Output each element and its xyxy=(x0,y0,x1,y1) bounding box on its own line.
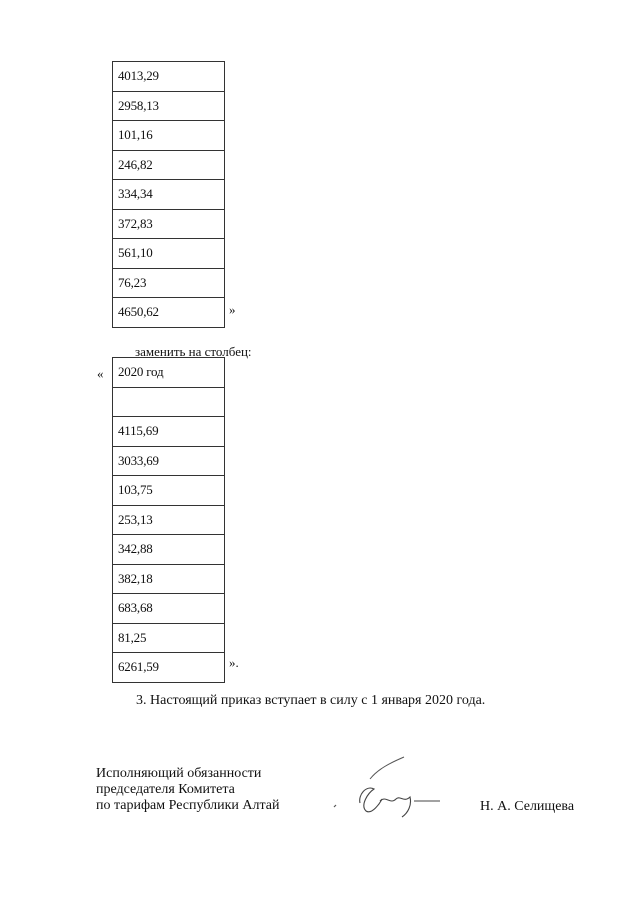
table-row xyxy=(113,180,225,210)
table-row xyxy=(113,239,225,269)
table-cell: 342,88 xyxy=(113,535,225,565)
handwritten-signature xyxy=(330,755,450,825)
position-line: Исполняющий обязанности xyxy=(96,766,262,781)
table-row xyxy=(113,417,225,447)
table-cell: 246,82 xyxy=(113,150,225,180)
replace-instruction: заменить на столбец: xyxy=(135,344,252,359)
table-cell: 6261,59 xyxy=(113,653,225,683)
table-row xyxy=(113,91,225,121)
table-row xyxy=(113,505,225,535)
table-cell: 2020 год xyxy=(113,358,225,388)
table-cell: 101,16 xyxy=(113,121,225,151)
table-cell: 253,13 xyxy=(113,505,225,535)
table-cell: 4115,69 xyxy=(113,417,225,447)
table-row xyxy=(113,446,225,476)
paragraph-3: 3. Настоящий приказ вступает в силу с 1 января 2020 года. xyxy=(136,693,486,708)
table-cell: 81,25 xyxy=(113,623,225,653)
table-cell: 4650,62 xyxy=(113,298,225,328)
table-row xyxy=(113,653,225,683)
table-row xyxy=(113,358,225,388)
table-cell: 683,68 xyxy=(113,594,225,624)
table-row xyxy=(113,62,225,92)
table-row xyxy=(113,209,225,239)
position-line: по тарифам Республики Алтай xyxy=(96,798,280,813)
values-table-new xyxy=(112,357,225,683)
signatory-position xyxy=(96,766,279,814)
table-row xyxy=(113,476,225,506)
table-cell: 76,23 xyxy=(113,268,225,298)
table-cell: 2958,13 xyxy=(113,91,225,121)
table-row xyxy=(113,150,225,180)
table-row xyxy=(113,564,225,594)
table-cell: 103,75 xyxy=(113,476,225,506)
table-row xyxy=(113,594,225,624)
table-row xyxy=(113,535,225,565)
table-cell: 382,18 xyxy=(113,564,225,594)
close-quote-old: » xyxy=(229,302,236,317)
table-cell: 334,34 xyxy=(113,180,225,210)
table-row xyxy=(113,298,225,328)
table-cell: 372,83 xyxy=(113,209,225,239)
table-row xyxy=(113,623,225,653)
close-quote-new: ». xyxy=(229,655,239,670)
values-table-old xyxy=(112,61,225,328)
table-row xyxy=(113,387,225,417)
table-cell: 561,10 xyxy=(113,239,225,269)
table-cell xyxy=(113,387,225,417)
table-row xyxy=(113,121,225,151)
open-quote-new: « xyxy=(97,366,104,381)
table-row xyxy=(113,268,225,298)
table-cell: 4013,29 xyxy=(113,62,225,92)
position-line: председателя Комитета xyxy=(96,782,235,797)
signatory-name: Н. А. Селищева xyxy=(480,799,575,814)
table-cell: 3033,69 xyxy=(113,446,225,476)
